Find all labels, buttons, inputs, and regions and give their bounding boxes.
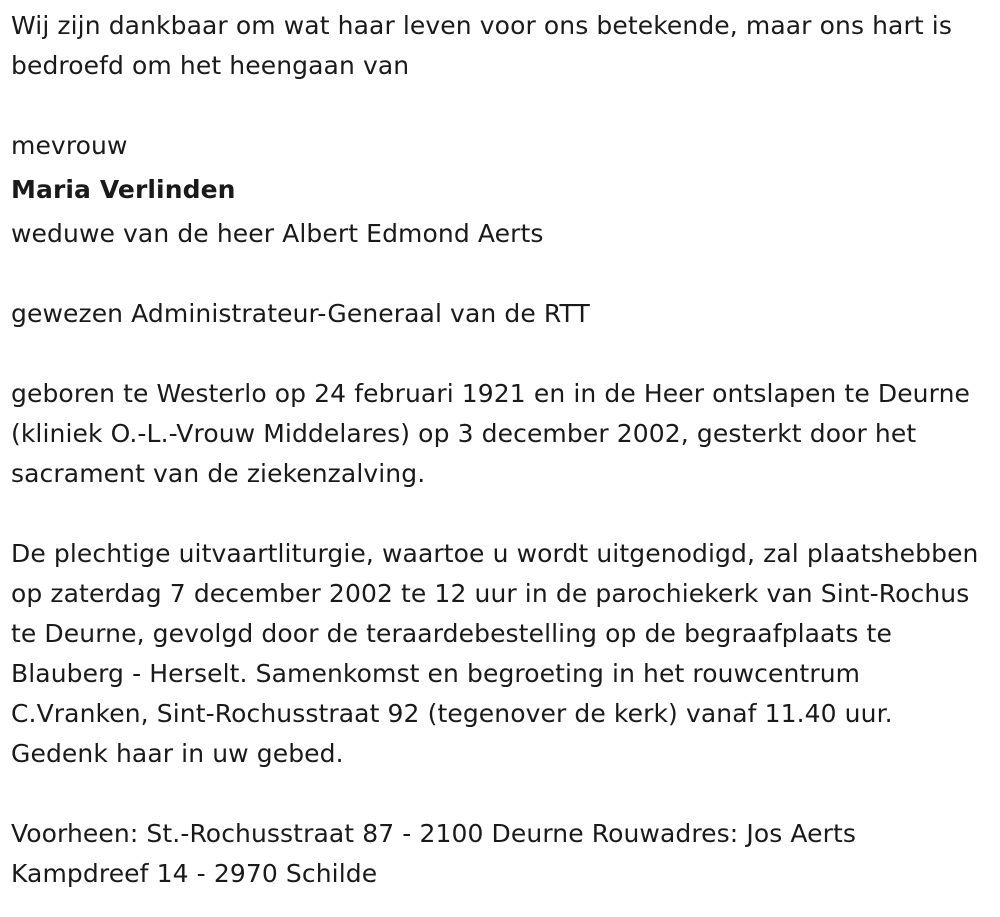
birth-death-text: geboren te Westerlo op 24 februari 1921 en in de Heer ontslapen te Deurne (kliniek O.-L.-Vrouw Middelares) op 3 december 2002, gesterkt door het sacrament van de ziekenzalving.: [11, 379, 970, 488]
spacer: [11, 774, 996, 814]
spacer: [11, 86, 996, 126]
spacer: [11, 494, 996, 534]
former-position: gewezen Administrateur-Generaal van de RTT: [11, 299, 590, 328]
deceased-name: Maria Verlinden: [11, 175, 236, 204]
intro-text: Wij zijn dankbaar om wat haar leven voor ons betekende, maar ons hart is bedroefd om het heengaan van: [11, 11, 952, 80]
spacer: [11, 334, 996, 374]
spacer: [11, 254, 996, 294]
death-notice: [11, 6, 996, 894]
funeral-text: De plechtige uitvaartliturgie, waartoe u wordt uitgenodigd, zal plaatshebben op zaterdag 7 december 2002 te 12 uur in de parochiekerk van Sint-Rochus te Deurne, gevolgd door de teraardebestelling op de begraafplaats te Blauberg - Herselt. Samenkomst en begroeting in het rouwcentrum C.Vranken, Sint-Rochusstraat 92 (tegenover de kerk) vanaf 11.40 uur. Gedenk haar in uw gebed.: [11, 539, 979, 768]
addresses-text: Voorheen: St.-Rochusstraat 87 - 2100 Deurne Rouwadres: Jos Aerts Kampdreef 14 - 2970 Schilde: [11, 819, 857, 888]
spouse-line: weduwe van de heer Albert Edmond Aerts: [11, 219, 544, 248]
honorific: mevrouw: [11, 131, 128, 160]
